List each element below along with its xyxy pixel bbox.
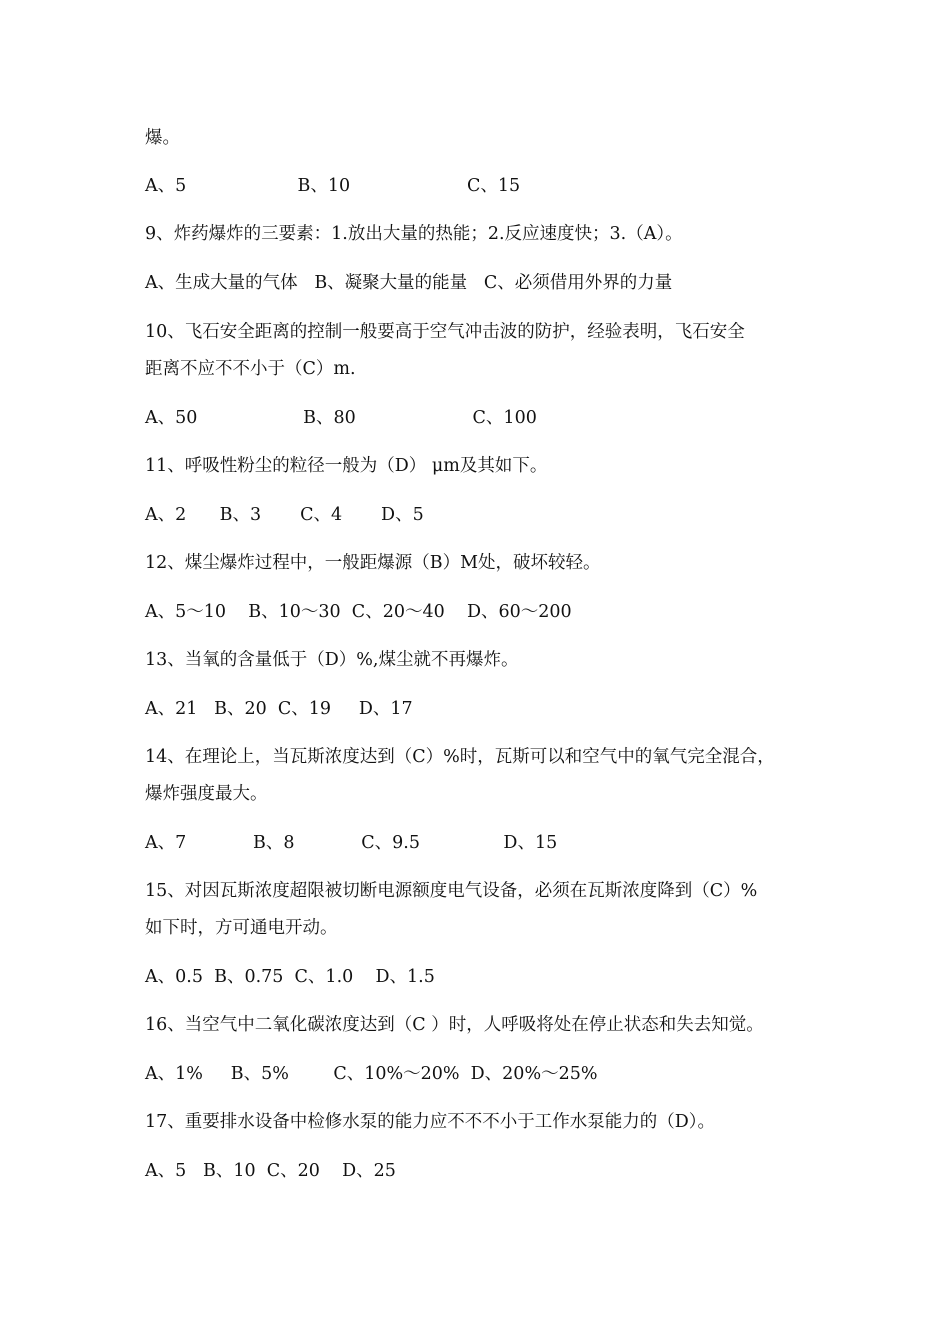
text-line: 17、重要排水设备中检修水泵的能力应不不不小于工作水泵能力的（D）。: [145, 1112, 716, 1132]
text-line: 10、飞石安全距离的控制一般要高于空气冲击波的防护，经验表明，飞石安全: [145, 322, 745, 342]
text-line: A、5 B、10 C、20 D、25: [145, 1161, 396, 1181]
text-line: A、生成大量的气体 B、凝聚大量的能量 C、必须借用外界的力量: [145, 273, 673, 293]
text-line: 12、煤尘爆炸过程中，一般距爆源（B）M处，破坏较轻。: [145, 553, 601, 573]
text-line: 爆炸强度最大。: [145, 784, 268, 804]
text-line: 13、当氧的含量低于（D）%,煤尘就不再爆炸。: [145, 650, 519, 670]
text-line: A、2 B、3 C、4 D、5: [145, 505, 424, 525]
text-line: 距离不应不不小于（C）m.: [145, 359, 356, 379]
text-line: A、5～10 B、10～30 C、20～40 D、60～200: [145, 602, 572, 622]
text-line: 如下时，方可通电开动。: [145, 918, 338, 938]
text-line: A、50 B、80 C、100: [145, 408, 537, 428]
text-line: 11、呼吸性粉尘的粒径一般为（D） μm及其如下。: [145, 456, 548, 476]
text-line: 16、当空气中二氧化碳浓度达到（C ）时，人呼吸将处在停止状态和失去知觉。: [145, 1015, 764, 1035]
text-line: A、7 B、8 C、9.5 D、15: [145, 833, 558, 853]
text-line: A、1% B、5% C、10%～20% D、20%～25%: [145, 1064, 598, 1084]
text-line: A、5 B、10 C、15: [145, 176, 521, 196]
text-line: A、0.5 B、0.75 C、1.0 D、1.5: [145, 967, 435, 987]
text-line: 9、炸药爆炸的三要素：1.放出大量的热能；2.反应速度快；3.（A）。: [145, 224, 683, 244]
text-line: 15、对因瓦斯浓度超限被切断电源额度电气设备，必须在瓦斯浓度降到（C）%: [145, 881, 758, 901]
text-line: 14、在理论上，当瓦斯浓度达到（C）%时，瓦斯可以和空气中的氧气完全混合，: [145, 747, 775, 767]
text-line: A、21 B、20 C、19 D、17: [145, 699, 413, 719]
text-line: 爆。: [145, 128, 180, 148]
